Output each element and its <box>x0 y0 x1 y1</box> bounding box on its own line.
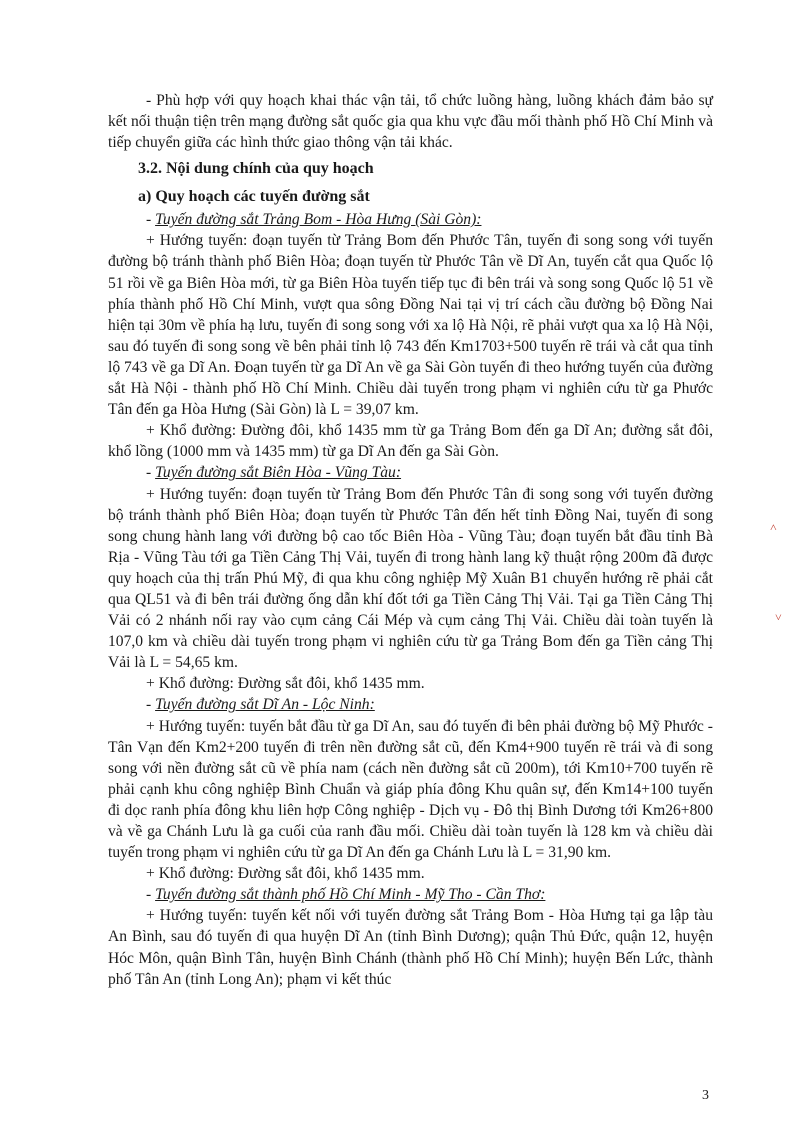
section-heading: 3.2. Nội dung chính của quy hoạch <box>138 160 374 178</box>
route-heading-hcm-my-tho: - Tuyến đường sắt thành phố Hồ Chí Minh - Mỹ Tho - Cần Thơ: <box>146 886 546 904</box>
paragraph-gauge-1: + Khổ đường: Đường đôi, khổ 1435 mm từ ga Trảng Bom đến ga Dĩ An; đường sắt đôi, khổ lồng (1000 mm và 1435 mm) từ ga Dĩ An đến ga Sài Gòn. <box>108 422 713 461</box>
paragraph-route-direction-3: + Hướng tuyến: tuyến bắt đầu từ ga Dĩ An, sau đó tuyến đi bên phải đường bộ Mỹ Phước - Tân Vạn đến Km2+200 tuyến đi trên nền đường sắt cũ, đến Km4+900 tuyến rẽ trái và đi song song với nền đường sắt cũ về phía nam (cách nền đường sắt cũ 200m), tới Km10+700 tuyến rẽ phải cạnh khu công nghiệp Bình Chuẩn và giáp phía đông Khu quân sự, đến Km14+100 tuyến đi dọc ranh phía đông khu liên hợp Công nghiệp - Dịch vụ - Đô thị Bình Dương tới Km26+800 và về ga Chánh Lưu là ga cuối của ranh đầu mối. Chiều dài toàn tuyến là 128 km và chiều dài tuyến trong phạm vi nghiên cứu từ ga Dĩ An đến ga Chánh Lưu là L = 31,90 km. <box>108 717 713 862</box>
margin-mark: ˄ <box>770 520 777 534</box>
paragraph-gauge-2: + Khổ đường: Đường sắt đôi, khổ 1435 mm. <box>146 675 425 693</box>
route-heading-trang-bom: - Tuyến đường sắt Trảng Bom - Hòa Hưng (Sài Gòn): <box>146 211 482 229</box>
paragraph-route-direction-1: + Hướng tuyến: đoạn tuyến từ Trảng Bom đến Phước Tân, tuyến đi song song với tuyến đường bộ tránh thành phố Biên Hòa; đoạn tuyến từ Phước Tân về Dĩ An, tuyến cắt qua Quốc lộ 51 rồi về ga Biên Hòa mới, từ ga Biên Hòa tuyến tiếp tục đi bên trái và song song Quốc lộ 51 về phía thành phố Hồ Chí Minh, vượt qua sông Đồng Nai tại vị trí cách cầu đường bộ Đồng Nai hiện tại 30m về phía hạ lưu, tuyến đi song song với xa lộ Hà Nội, rẽ phải vượt qua xa lộ Hà Nội, sau đó tuyến đi song song về bên phải tỉnh lộ 743 đến Km1703+500 tuyến rẽ trái và cắt qua tỉnh lộ 743 về ga Dĩ An. Đoạn tuyến từ ga Dĩ An về ga Sài Gòn tuyến đi theo hướng tuyến của đường sắt Hà Nội - thành phố Hồ Chí Minh. Chiều dài tuyến trong phạm vi nghiên cứu từ ga Phước Tân đến ga Hòa Hưng (Sài Gòn) là L = 39,07 km. <box>108 232 713 419</box>
paragraph-route-direction-4: + Hướng tuyến: tuyến kết nối với tuyến đường sắt Trảng Bom - Hòa Hưng tại ga lập tàu An Bình, sau đó tuyến đi qua huyện Dĩ An (tỉnh Bình Dương); quận Thủ Đức, quận 12, huyện Hóc Môn, quận Bình Tân, huyện Bình Chánh (thành phố Hồ Chí Minh); huyện Bến Lức, thành phố Tân An (tỉnh Long An); phạm vi kết thúc <box>108 907 713 988</box>
subsection-heading: a) Quy hoạch các tuyến đường sắt <box>138 188 370 206</box>
margin-mark: ˅ <box>775 610 782 624</box>
paragraph-intro: - Phù hợp với quy hoạch khai thác vận tải, tổ chức luồng hàng, luồng khách đảm bảo sự kết nối thuận tiện trên mạng đường sắt quốc gia qua khu vực đầu mối thành phố Hồ Chí Minh và tiếp chuyển giữa các hình thức giao thông vận tải khác. <box>108 92 713 152</box>
paragraph-gauge-3: + Khổ đường: Đường sắt đôi, khổ 1435 mm. <box>146 865 425 883</box>
route-heading-bien-hoa: - Tuyến đường sắt Biên Hòa - Vũng Tàu: <box>146 464 402 482</box>
route-heading-di-an: - Tuyến đường sắt Dĩ An - Lộc Ninh: <box>146 696 375 714</box>
document-body <box>108 90 713 990</box>
paragraph-route-direction-2: + Hướng tuyến: đoạn tuyến từ Trảng Bom đến Phước Tân đi song song với tuyến đường bộ tránh thành phố Biên Hòa; đoạn tuyến từ Phước Tân đến hết tỉnh Đồng Nai, tuyến đi song song chung hành lang với đường bộ cao tốc Biên Hòa - Vũng Tàu; đoạn tuyến bắt đầu tỉnh Bà Rịa - Vũng Tàu tới ga Tiền Cảng Thị Vải, tuyến đi trong hành lang kỹ thuật rộng 200m đã được quy hoạch của thị trấn Phú Mỹ, đi qua khu công nghiệp Mỹ Xuân B1 chuyển hướng rẽ phải cắt qua QL51 và đi bên trái đường ống dẫn khí đốt tới ga Tiền Cảng Thị Vải. Tại ga Tiền Cảng Thị Vải có 2 nhánh nối ray vào cụm cảng Cái Mép và cụm cảng Thị Vải. Chiều dài toàn tuyến là 107,0 km và chiều dài tuyến trong phạm vi nghiên cứu từ ga Trảng Bom đến ga Tiền cảng Thị Vải là L = 54,65 km. <box>108 485 713 672</box>
page-number: 3 <box>702 1088 709 1103</box>
